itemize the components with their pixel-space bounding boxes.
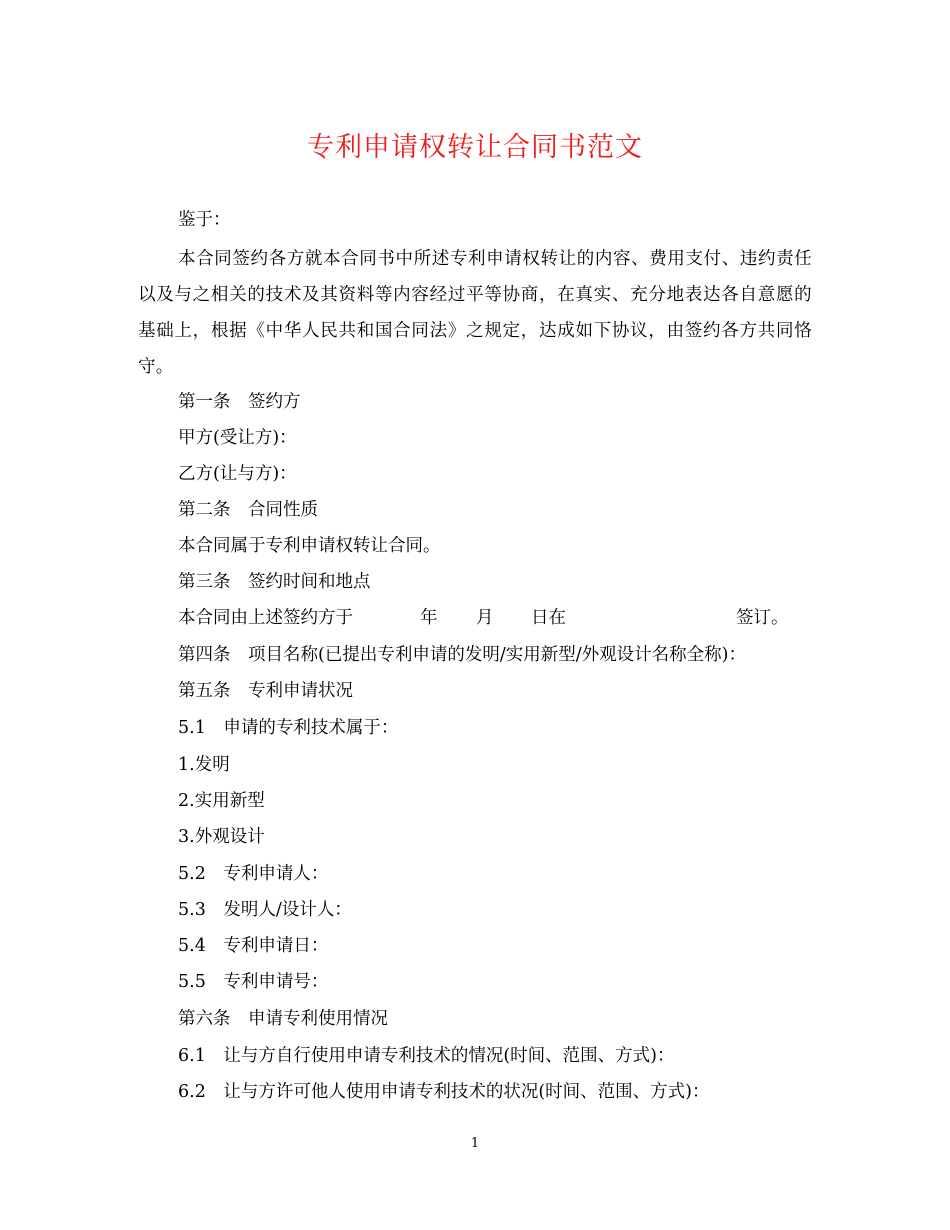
article-6-heading: 第六条 申请专利使用情况 [178,1009,388,1029]
article-2-heading: 第二条 合同性质 [178,500,318,520]
party-a-line: 甲方(受让方)： [178,428,297,448]
article-5-heading: 第五条 专利申请状况 [178,681,353,701]
article-3-text [0,606,950,630]
article-2-text: 本合同属于专利申请权转让合同。 [178,536,441,556]
option-invention: 1.发明 [178,755,230,775]
section-5-5: 5.5 专利申请号： [178,972,329,992]
section-5-3: 5.3 发明人/设计人： [178,900,352,920]
section-5-4: 5.4 专利申请日： [178,936,329,956]
month-label: 月 [476,608,494,628]
section-5-2: 5.2 专利申请人： [178,864,329,884]
article-1-heading: 第一条 签约方 [178,392,301,412]
option-design: 3.外观设计 [178,827,265,847]
article-4-heading: 第四条 项目名称(已提出专利申请的发明/实用新型/外观设计名称全称)： [178,645,746,665]
document-title: 专利申请权转让合同书范文 [307,132,643,163]
section-5-1: 5.1 申请的专利技术属于： [178,718,399,738]
year-label: 年 [420,608,438,628]
section-6-2: 6.2 让与方许可他人使用申请专利技术的状况(时间、范围、方式)： [178,1082,710,1102]
preamble-paragraph: 本合同签约各方就本合同书中所述专利申请权转让的内容、费用支付、违约责任以及与之相关的技术及其资料等内容经过平等协商，在真实、充分地表达各自意愿的基础上，根据《中华人民共和国合同法》之规定，达成如下协议，由签约各方共同恪守。 [138,249,812,377]
article-3-heading: 第三条 签约时间和地点 [178,572,371,592]
option-utility-model: 2.实用新型 [178,791,265,811]
party-b-line: 乙方(让与方)： [178,464,297,484]
section-6-1: 6.1 让与方自行使用申请专利技术的情况(时间、范围、方式)： [178,1046,675,1066]
page-number: 1 [470,1136,480,1151]
day-at-label: 日在 [531,608,566,628]
whereas-label: 鉴于： [178,210,231,230]
signing-prefix: 本合同由上述签约方于 [178,608,353,628]
signed-label: 签订。 [736,608,789,628]
